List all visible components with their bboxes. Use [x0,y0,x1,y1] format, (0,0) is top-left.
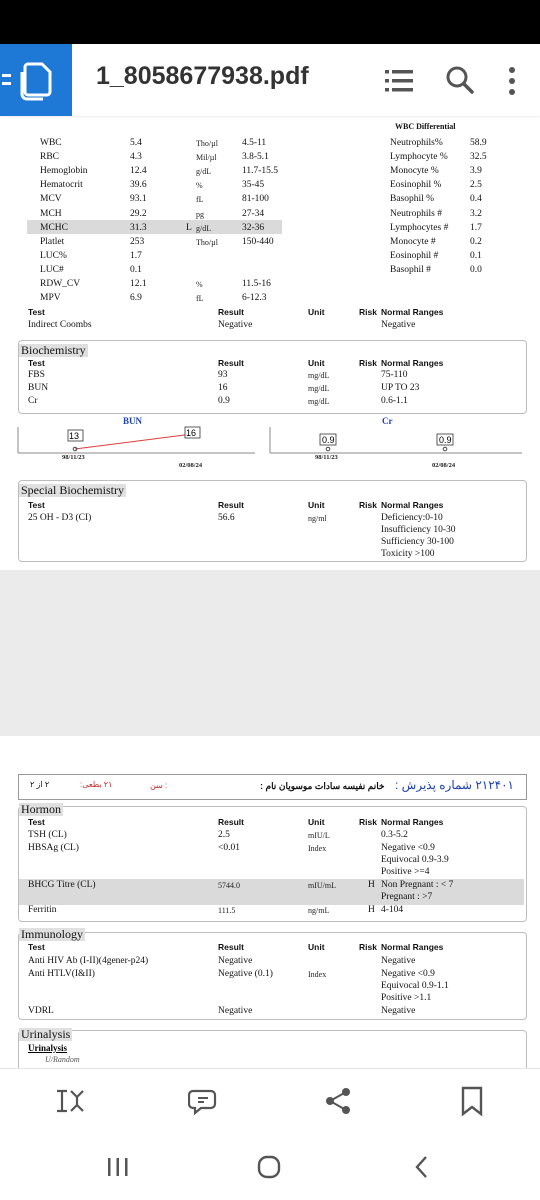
reception-label: شماره پذیرش : [395,778,472,792]
app-bar [0,44,540,116]
hbsag-test: HBSAg (CL) [28,843,79,853]
date-text: ۲۱ بطعی: [80,780,113,789]
ferritin-test: Ferritin [28,905,57,915]
special-header-risk: Risk [359,500,377,510]
app-logo-button[interactable] [0,44,72,116]
cbc-range: 27-34 [242,208,265,219]
wbc-diff-value: 32.5 [470,152,487,163]
biochem-result: 16 [218,383,228,393]
patient-name-label: نام : [260,781,277,791]
bookmark-icon[interactable] [458,1085,486,1117]
vitd-unit: ng/ml [308,514,327,523]
more-vert-icon[interactable] [507,66,517,96]
hiv-test: Anti HIV Ab (I-II)(4gener-p24) [28,956,149,966]
cbc-test-name: LUC# [40,264,64,275]
cbc-unit: fL [196,195,204,205]
cbc-result: 0.1 [130,264,142,275]
urinalysis-subtitle: Urinalysis [28,1043,68,1053]
cbc-range: 150-440 [242,236,274,247]
cbc-test-name: Hematocrit [40,180,83,191]
bottom-toolbar [0,1068,540,1133]
cbc-test-name: RBC [40,152,60,163]
cbc-result: 5.4 [130,138,142,148]
cr-chart-title: Cr [382,416,393,426]
cbc-unit: % [196,181,203,191]
cr-value-1: 0.9 [322,435,335,445]
immuno-header-test: Test [28,942,45,952]
immuno-header-risk: Risk [359,942,377,952]
wbc-diff-name: Eosinophil # [390,250,439,261]
back-icon[interactable] [412,1154,430,1180]
vdrl-result: Negative [218,1006,253,1016]
wbc-differential-table [0,138,540,288]
bhcg-range-1: Non Pregnant : < 7 [381,880,454,890]
cbc-unit: g/dL [196,167,212,177]
cbc-result: 6.9 [130,293,142,304]
cbc-result: 39.6 [130,180,147,191]
wbc-diff-name: Basophil % [390,194,435,205]
htlv-test: Anti HTLV(I&II) [28,969,95,979]
cbc-test-name: Platlet [40,236,65,247]
vitd-range-2: Insufficiency 10-30 [381,525,456,535]
htlv-range-1: Negative <0.9 [381,969,435,979]
cbc-unit: Tho/µl [196,237,218,247]
wbc-diff-name: Neutrophils% [390,138,443,148]
biochem-test: Cr [28,396,38,406]
wbc-diff-value: 3.2 [470,208,482,219]
patient-name [260,781,385,792]
ferritin-flag: H [368,905,375,915]
wbc-diff-name: Basophil # [390,264,431,275]
col-header-result: Result [218,307,244,317]
biochem-header-result: Result [218,358,244,368]
wbc-diff-value: 3.9 [470,166,482,177]
wbc-diff-name: Monocyte # [390,236,436,247]
wbc-diff-value: 0.1 [470,250,482,261]
bun-value-1: 13 [69,431,80,441]
htlv-result: Negative (0.1) [218,969,273,979]
biochem-header-normal-ranges: Normal Ranges [381,358,444,368]
patient-name-value: خانم نفیسه سادات موسویان [278,781,385,791]
wbc-diff-value: 58.9 [470,138,487,148]
ferritin-unit: ng/mL [308,906,330,915]
cbc-unit: g/dL [196,223,212,233]
special-header-test: Test [28,500,45,510]
cbc-test-name: MPV [40,293,61,304]
cbc-result: 31.3 [130,222,147,233]
wbc-diff-name: Eosinophil % [390,180,442,191]
immuno-header-result: Result [218,942,244,952]
page-indicator: ۲ از ۲ [30,780,50,789]
biochem-result: 0.9 [218,396,230,406]
cbc-result: 4.3 [130,152,142,163]
ferritin-result: 111.5 [218,906,236,915]
bun-chart-title: BUN [123,416,143,426]
tsh-range: 0.3-5.2 [381,830,408,840]
vitd-test: 25 OH - D3 (CI) [28,513,92,523]
status-bar [0,0,540,44]
cr-date-2: 02/08/24 [432,462,456,469]
cbc-range: 11.7-15.5 [242,166,279,177]
htlv-range-2: Equivocal 0.9-1.1 [381,981,449,991]
bhcg-range-2: Pregnant : >7 [381,892,433,902]
special-header-result: Result [218,500,244,510]
bhcg-unit: mIU/mL [308,881,336,890]
coombs-test: Indirect Coombs [28,320,92,330]
hiv-range: Negative [381,956,416,966]
cbc-unit: pg [196,209,204,219]
share-icon[interactable] [322,1085,354,1117]
reception-number [395,778,514,792]
hbsag-unit: Index [308,844,327,853]
col-header-unit: Unit [308,307,325,317]
cbc-test-name: LUC% [40,250,67,261]
cr-value-2: 0.9 [439,435,452,445]
cbc-result: 253 [130,236,145,247]
tsh-unit: mIU/L [308,831,330,840]
cbc-result: 12.1 [130,279,147,289]
hormon-header-test: Test [28,817,45,827]
urinalysis-title: Urinalysis [21,1027,71,1041]
cbc-range: 35-45 [242,180,265,191]
document-title: 1_8058677938.pdf [96,62,309,90]
recent-apps-icon[interactable] [106,1156,130,1178]
cbc-range: 32-36 [242,222,265,233]
immuno-header-normal-ranges: Normal Ranges [381,942,444,952]
biochem-unit: mg/dL [308,384,330,393]
bun-value-2: 16 [186,428,197,438]
comment-icon[interactable] [188,1085,220,1117]
cbc-test-name: WBC [40,138,62,148]
bun-trend-line [75,434,192,449]
urinalysis-section [18,1027,527,1068]
reception-no-value: ۲۱۲۴۰۱ [475,778,514,792]
htlv-range-3: Positive >1.1 [381,993,432,1003]
search-icon[interactable] [445,65,475,95]
biochem-test: BUN [28,383,49,393]
pdf-page-2[interactable] [0,736,540,1068]
cbc-result: 93.1 [130,194,147,205]
wbc-diff-value: 0.2 [470,236,482,247]
wbc-diff-value: 0.0 [470,264,482,275]
vdrl-range: Negative [381,1006,416,1016]
cbc-test-name: MCHC [40,222,68,233]
biochem-range: 75-110 [381,370,408,380]
bun-date-2: 02/08/24 [179,462,203,469]
hormon-header-unit: Unit [308,817,325,827]
hbsag-result: <0.01 [218,843,240,853]
cbc-flag: L [186,222,192,233]
col-header-test: Test [28,307,45,317]
cbc-unit: fL [196,294,204,304]
hbsag-range-1: Negative <0.9 [381,843,435,853]
tsh-result: 2.5 [218,830,230,840]
trend-chart-svg [0,412,540,476]
wbc-diff-name: Lymphocytes # [390,222,449,233]
bhcg-flag: H [368,880,375,890]
tsh-test: TSH (CL) [28,830,67,840]
special-header-normal-ranges: Normal Ranges [381,500,444,510]
biochem-header-unit: Unit [308,358,325,368]
bhcg-result: 5744.0 [218,881,240,890]
vitd-range-3: Sufficiency 30-100 [381,537,454,547]
home-icon[interactable] [256,1154,282,1180]
biochemistry-rows [0,370,540,410]
biochem-header-test: Test [28,358,45,368]
cr-date-1: 98/11/23 [315,454,338,461]
cbc-range: 4.5-11 [242,138,267,148]
hiv-result: Negative [218,956,253,966]
htlv-unit: Index [308,970,327,979]
biochem-result: 93 [218,370,228,380]
vitd-result: 56.6 [218,513,235,523]
vitd-range-4: Toxicity >100 [381,549,435,559]
app-logo-icon [0,44,72,116]
wbc-diff-value: 1.7 [470,222,482,233]
vitd-range-1: Deficiency:0-10 [381,513,443,523]
col-header-normal-ranges: Normal Ranges [381,307,444,317]
cbc-test-name: MCV [40,194,62,205]
cr-point-1 [326,447,330,451]
bun-date-1: 98/11/23 [62,454,85,461]
cbc-result: 29.2 [130,208,147,219]
immuno-header-unit: Unit [308,942,325,952]
cbc-unit: Tho/µl [196,139,218,148]
hormon-header-result: Result [218,817,244,827]
wbc-diff-value: 2.5 [470,180,482,191]
trend-charts [0,412,540,476]
biochem-header-risk: Risk [359,358,377,368]
hormon-title: Hormon [21,802,61,816]
biochemistry-title: Biochemistry [21,343,86,357]
age-label: سن : [150,781,168,790]
cbc-range: 3.8-5.1 [242,152,269,163]
wbc-diff-name: Lymphocyte % [390,152,448,163]
special-biochemistry-title: Special Biochemistry [21,483,124,497]
col-header-risk: Risk [359,307,377,317]
cbc-test-name: RDW_CV [40,279,81,289]
biochem-range: 0.6-1.1 [381,396,408,406]
wbc-diff-name: Monocyte % [390,166,439,177]
cbc-test-name: Hemoglobin [40,166,88,177]
wbc-differential-header: WBC Differential [395,122,456,131]
cbc-unit: % [196,280,203,289]
cbc-unit: Mil/µl [196,153,217,163]
page-separator [0,570,540,736]
hormon-header-risk: Risk [359,817,377,827]
hbsag-range-2: Equivocal 0.9-3.9 [381,855,449,865]
biochem-test: FBS [28,370,45,380]
wbc-diff-value: 0.4 [470,194,482,205]
list-view-icon[interactable] [385,68,413,94]
special-header-unit: Unit [308,500,325,510]
cr-point-2 [443,447,447,451]
hormon-header-normal-ranges: Normal Ranges [381,817,444,827]
pdf-page-1[interactable] [0,116,540,570]
vdrl-test: VDRL [28,1006,54,1016]
immunology-title: Immunology [21,927,83,941]
cbc-result: 1.7 [130,250,142,261]
hbsag-range-3: Positive >=4 [381,867,430,877]
cbc-range: 81-100 [242,194,269,205]
cbc-range: 11.5-16 [242,279,271,289]
bhcg-test: BHCG Titre (CL) [28,880,96,890]
wbc-diff-name: Neutrophils # [390,208,442,219]
coombs-range: Negative [381,320,416,330]
cbc-range: 6-12.3 [242,293,267,304]
biochem-range: UP TO 23 [381,383,420,393]
urinalysis-sample: U/Random [45,1055,80,1064]
biochem-unit: mg/dL [308,397,330,406]
biochem-unit: mg/dL [308,371,330,380]
navigation-bar [0,1132,540,1200]
cbc-test-name: MCH [40,208,62,219]
coombs-result: Negative [218,320,253,330]
ferritin-range: 4-104 [381,905,404,915]
text-select-icon[interactable] [53,1085,85,1117]
cbc-result: 12.4 [130,166,147,177]
